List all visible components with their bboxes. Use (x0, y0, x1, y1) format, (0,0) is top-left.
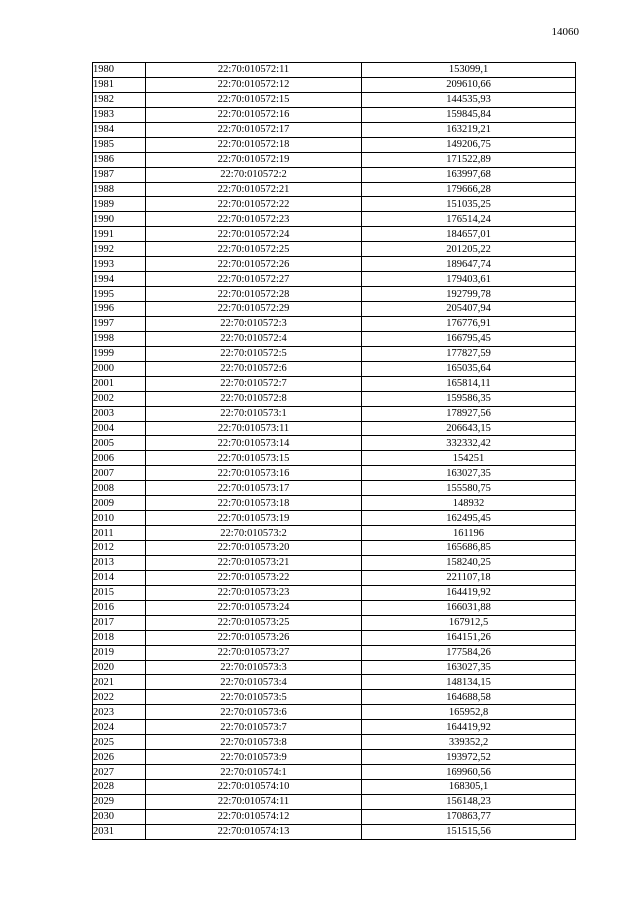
cadastral-number-cell: 22:70:010574:1 (146, 765, 362, 780)
row-number-cell: 1993 (93, 257, 146, 272)
table-row (93, 391, 576, 406)
cadastral-number-cell: 22:70:010573:25 (146, 615, 362, 630)
row-number-cell: 1980 (93, 63, 146, 78)
table-row (93, 436, 576, 451)
table-row (93, 585, 576, 600)
row-number-cell: 2026 (93, 750, 146, 765)
row-number-cell: 1998 (93, 331, 146, 346)
table-body (93, 63, 576, 840)
cadastral-value-cell: 154251 (362, 451, 576, 466)
table-row (93, 570, 576, 585)
table-row (93, 496, 576, 511)
cadastral-number-cell: 22:70:010573:27 (146, 645, 362, 660)
table-row (93, 630, 576, 645)
row-number-cell: 1997 (93, 316, 146, 331)
table-row (93, 167, 576, 182)
table-row (93, 794, 576, 809)
row-number-cell: 2006 (93, 451, 146, 466)
row-number-cell: 2003 (93, 406, 146, 421)
cadastral-number-cell: 22:70:010573:7 (146, 720, 362, 735)
cadastral-value-cell: 193972,52 (362, 750, 576, 765)
cadastral-number-cell: 22:70:010572:29 (146, 302, 362, 317)
row-number-cell: 1982 (93, 92, 146, 107)
row-number-cell: 2007 (93, 466, 146, 481)
cadastral-value-cell: 155580,75 (362, 481, 576, 496)
row-number-cell: 2013 (93, 555, 146, 570)
table-row (93, 242, 576, 257)
row-number-cell: 1994 (93, 272, 146, 287)
cadastral-number-cell: 22:70:010573:8 (146, 735, 362, 750)
cadastral-value-cell: 206643,15 (362, 421, 576, 436)
table-row (93, 660, 576, 675)
row-number-cell: 1990 (93, 212, 146, 227)
cadastral-number-cell: 22:70:010572:7 (146, 376, 362, 391)
cadastral-number-cell: 22:70:010572:21 (146, 182, 362, 197)
cadastral-number-cell: 22:70:010572:8 (146, 391, 362, 406)
row-number-cell: 2031 (93, 824, 146, 839)
row-number-cell: 2024 (93, 720, 146, 735)
cadastral-value-cell: 339352,2 (362, 735, 576, 750)
cadastral-value-cell: 162495,45 (362, 511, 576, 526)
row-number-cell: 2005 (93, 436, 146, 451)
cadastral-value-cell: 179666,28 (362, 182, 576, 197)
table-row (93, 376, 576, 391)
table-row (93, 541, 576, 556)
cadastral-value-cell: 148134,15 (362, 675, 576, 690)
cadastral-value-cell: 171522,89 (362, 152, 576, 167)
cadastral-number-cell: 22:70:010572:2 (146, 167, 362, 182)
cadastral-value-cell: 164419,92 (362, 585, 576, 600)
cadastral-number-cell: 22:70:010573:14 (146, 436, 362, 451)
cadastral-number-cell: 22:70:010573:3 (146, 660, 362, 675)
cadastral-number-cell: 22:70:010572:28 (146, 287, 362, 302)
row-number-cell: 2004 (93, 421, 146, 436)
table-row (93, 197, 576, 212)
cadastral-value-cell: 192799,78 (362, 287, 576, 302)
cadastral-value-cell: 176514,24 (362, 212, 576, 227)
table-row (93, 257, 576, 272)
row-number-cell: 2019 (93, 645, 146, 660)
cadastral-number-cell: 22:70:010573:19 (146, 511, 362, 526)
row-number-cell: 2008 (93, 481, 146, 496)
cadastral-number-cell: 22:70:010574:10 (146, 780, 362, 795)
row-number-cell: 1995 (93, 287, 146, 302)
cadastral-value-cell: 179403,61 (362, 272, 576, 287)
cadastral-value-cell: 178927,56 (362, 406, 576, 421)
table-row (93, 555, 576, 570)
table-row (93, 720, 576, 735)
cadastral-number-cell: 22:70:010573:21 (146, 555, 362, 570)
cadastral-number-cell: 22:70:010574:11 (146, 794, 362, 809)
cadastral-number-cell: 22:70:010572:5 (146, 346, 362, 361)
table-row (93, 77, 576, 92)
cadastral-number-cell: 22:70:010572:4 (146, 331, 362, 346)
row-number-cell: 2015 (93, 585, 146, 600)
cadastral-value-cell: 164688,58 (362, 690, 576, 705)
cadastral-number-cell: 22:70:010573:1 (146, 406, 362, 421)
cadastral-value-cell: 167912,5 (362, 615, 576, 630)
table-row (93, 137, 576, 152)
cadastral-number-cell: 22:70:010573:20 (146, 541, 362, 556)
row-number-cell: 1987 (93, 167, 146, 182)
cadastral-value-cell: 161196 (362, 526, 576, 541)
row-number-cell: 1989 (93, 197, 146, 212)
cadastral-value-cell: 332332,42 (362, 436, 576, 451)
row-number-cell: 2018 (93, 630, 146, 645)
table-row (93, 526, 576, 541)
cadastral-value-cell: 184657,01 (362, 227, 576, 242)
row-number-cell: 2027 (93, 765, 146, 780)
table-row (93, 750, 576, 765)
cadastral-value-cell: 144535,93 (362, 92, 576, 107)
table-row (93, 824, 576, 839)
cadastral-value-cell: 156148,23 (362, 794, 576, 809)
row-number-cell: 2016 (93, 600, 146, 615)
table-row (93, 421, 576, 436)
cadastral-number-cell: 22:70:010572:19 (146, 152, 362, 167)
table-row (93, 107, 576, 122)
cadastral-value-cell: 166795,45 (362, 331, 576, 346)
table-row (93, 152, 576, 167)
table-row (93, 466, 576, 481)
cadastral-value-cell: 149206,75 (362, 137, 576, 152)
cadastral-number-cell: 22:70:010573:17 (146, 481, 362, 496)
cadastral-value-cell: 221107,18 (362, 570, 576, 585)
cadastral-value-cell: 201205,22 (362, 242, 576, 257)
cadastral-number-cell: 22:70:010573:16 (146, 466, 362, 481)
cadastral-number-cell: 22:70:010573:9 (146, 750, 362, 765)
cadastral-number-cell: 22:70:010573:22 (146, 570, 362, 585)
cadastral-number-cell: 22:70:010573:11 (146, 421, 362, 436)
cadastral-number-cell: 22:70:010572:12 (146, 77, 362, 92)
cadastral-number-cell: 22:70:010572:17 (146, 122, 362, 137)
cadastral-value-cell: 165952,8 (362, 705, 576, 720)
table-row (93, 182, 576, 197)
row-number-cell: 2022 (93, 690, 146, 705)
cadastral-number-cell: 22:70:010572:24 (146, 227, 362, 242)
table-row (93, 272, 576, 287)
row-number-cell: 1985 (93, 137, 146, 152)
table-row (93, 316, 576, 331)
row-number-cell: 1999 (93, 346, 146, 361)
row-number-cell: 2000 (93, 361, 146, 376)
cadastral-number-cell: 22:70:010573:24 (146, 600, 362, 615)
cadastral-value-cell: 163027,35 (362, 660, 576, 675)
table-row (93, 675, 576, 690)
cadastral-value-cell: 158240,25 (362, 555, 576, 570)
cadastral-number-cell: 22:70:010573:6 (146, 705, 362, 720)
row-number-cell: 2017 (93, 615, 146, 630)
cadastral-number-cell: 22:70:010572:27 (146, 272, 362, 287)
cadastral-value-cell: 153099,1 (362, 63, 576, 78)
cadastral-number-cell: 22:70:010572:6 (146, 361, 362, 376)
cadastral-value-cell: 159586,35 (362, 391, 576, 406)
cadastral-value-cell: 177827,59 (362, 346, 576, 361)
row-number-cell: 2011 (93, 526, 146, 541)
page-number: 14060 (551, 26, 579, 38)
cadastral-value-cell: 205407,94 (362, 302, 576, 317)
cadastral-value-table (92, 62, 576, 840)
cadastral-value-cell: 189647,74 (362, 257, 576, 272)
cadastral-value-cell: 170863,77 (362, 809, 576, 824)
cadastral-value-cell: 168305,1 (362, 780, 576, 795)
row-number-cell: 1992 (93, 242, 146, 257)
cadastral-value-cell: 163027,35 (362, 466, 576, 481)
table-row (93, 287, 576, 302)
row-number-cell: 1996 (93, 302, 146, 317)
cadastral-value-cell: 169960,56 (362, 765, 576, 780)
row-number-cell: 1988 (93, 182, 146, 197)
cadastral-value-cell: 165035,64 (362, 361, 576, 376)
row-number-cell: 2028 (93, 780, 146, 795)
table-row (93, 690, 576, 705)
cadastral-value-cell: 164151,26 (362, 630, 576, 645)
cadastral-value-cell: 151035,25 (362, 197, 576, 212)
table-row (93, 600, 576, 615)
cadastral-number-cell: 22:70:010572:16 (146, 107, 362, 122)
cadastral-value-cell: 148932 (362, 496, 576, 511)
cadastral-value-cell: 163219,21 (362, 122, 576, 137)
table-row (93, 346, 576, 361)
cadastral-number-cell: 22:70:010573:5 (146, 690, 362, 705)
cadastral-number-cell: 22:70:010572:25 (146, 242, 362, 257)
table-row (93, 451, 576, 466)
cadastral-number-cell: 22:70:010572:11 (146, 63, 362, 78)
table-row (93, 302, 576, 317)
row-number-cell: 1984 (93, 122, 146, 137)
row-number-cell: 1983 (93, 107, 146, 122)
row-number-cell: 2030 (93, 809, 146, 824)
cadastral-value-cell: 164419,92 (362, 720, 576, 735)
row-number-cell: 2029 (93, 794, 146, 809)
cadastral-value-cell: 159845,84 (362, 107, 576, 122)
row-number-cell: 2021 (93, 675, 146, 690)
table-row (93, 481, 576, 496)
cadastral-value-cell: 177584,26 (362, 645, 576, 660)
table-row (93, 406, 576, 421)
cadastral-value-cell: 209610,66 (362, 77, 576, 92)
table-row (93, 212, 576, 227)
cadastral-value-cell: 163997,68 (362, 167, 576, 182)
cadastral-number-cell: 22:70:010572:18 (146, 137, 362, 152)
cadastral-number-cell: 22:70:010572:23 (146, 212, 362, 227)
table-row (93, 615, 576, 630)
row-number-cell: 2020 (93, 660, 146, 675)
table-row (93, 92, 576, 107)
row-number-cell: 2023 (93, 705, 146, 720)
table-row (93, 331, 576, 346)
table-row (93, 511, 576, 526)
table-row (93, 809, 576, 824)
cadastral-number-cell: 22:70:010574:13 (146, 824, 362, 839)
cadastral-number-cell: 22:70:010572:3 (146, 316, 362, 331)
cadastral-number-cell: 22:70:010573:4 (146, 675, 362, 690)
table-row (93, 63, 576, 78)
row-number-cell: 2002 (93, 391, 146, 406)
table-row (93, 765, 576, 780)
cadastral-number-cell: 22:70:010572:15 (146, 92, 362, 107)
row-number-cell: 2014 (93, 570, 146, 585)
cadastral-value-cell: 165686,85 (362, 541, 576, 556)
row-number-cell: 2012 (93, 541, 146, 556)
cadastral-number-cell: 22:70:010573:26 (146, 630, 362, 645)
row-number-cell: 2001 (93, 376, 146, 391)
cadastral-value-cell: 166031,88 (362, 600, 576, 615)
cadastral-number-cell: 22:70:010572:26 (146, 257, 362, 272)
row-number-cell: 1986 (93, 152, 146, 167)
table-row (93, 227, 576, 242)
cadastral-number-cell: 22:70:010573:2 (146, 526, 362, 541)
table-row (93, 122, 576, 137)
cadastral-number-cell: 22:70:010573:18 (146, 496, 362, 511)
row-number-cell: 2010 (93, 511, 146, 526)
table-row (93, 361, 576, 376)
row-number-cell: 1981 (93, 77, 146, 92)
cadastral-value-cell: 176776,91 (362, 316, 576, 331)
row-number-cell: 2009 (93, 496, 146, 511)
row-number-cell: 1991 (93, 227, 146, 242)
cadastral-number-cell: 22:70:010574:12 (146, 809, 362, 824)
table-row (93, 780, 576, 795)
cadastral-value-cell: 151515,56 (362, 824, 576, 839)
cadastral-number-cell: 22:70:010573:15 (146, 451, 362, 466)
cadastral-number-cell: 22:70:010572:22 (146, 197, 362, 212)
cadastral-value-cell: 165814,11 (362, 376, 576, 391)
table-row (93, 705, 576, 720)
row-number-cell: 2025 (93, 735, 146, 750)
cadastral-number-cell: 22:70:010573:23 (146, 585, 362, 600)
table-row (93, 645, 576, 660)
table-row (93, 735, 576, 750)
